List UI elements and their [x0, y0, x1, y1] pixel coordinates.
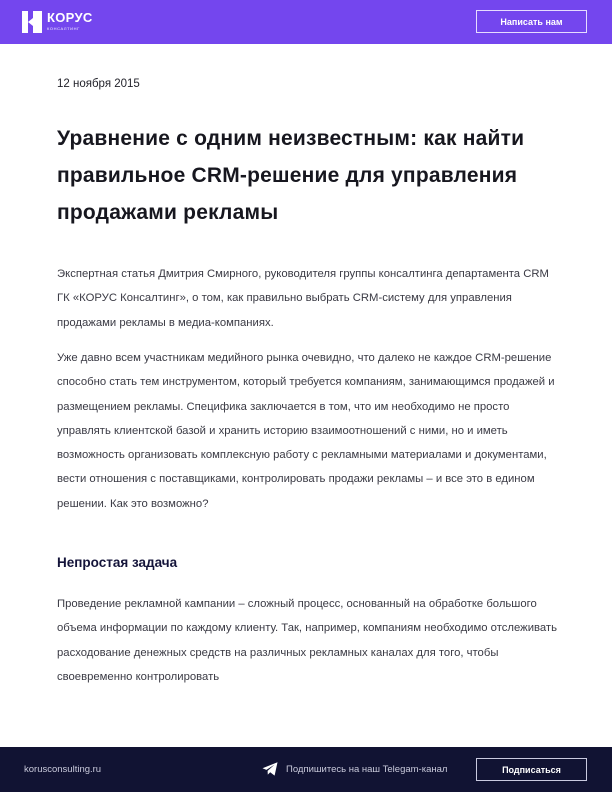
section-heading: Непростая задача: [57, 555, 178, 570]
article-title: Уравнение с одним неизвестным: как найти правильное CRM-решение для управления продажами рекламы: [57, 127, 525, 224]
telegram-subscribe-prompt[interactable]: [262, 762, 447, 776]
logo-subtitle: КОНСАЛТИНГ: [47, 26, 80, 31]
article-lead-paragraph: Экспертная статья Дмитрия Смирного, руководителя группы консалтинга департамента CRM ГК «КОРУС Консалтинг», о том, как правильно выбрать CRM-систему для управления продажами рекламы в медиа-компаниях.: [57, 268, 549, 329]
site-footer: [0, 747, 612, 792]
telegram-text: Подпишитесь на наш Telegam-канал: [286, 763, 448, 775]
article-paragraph: Уже давно всем участникам медийного рынка очевидно, что далеко не каждое CRM-решение способно стать тем инструментом, который требуется компаниям, занимающимся продажей и размещением рекламы. Специфика заключается в том, что им необходимо не просто управлять клиентской базой и хранить историю взаимоотношений с ними, но и иметь возможность организовать комплексную работу с рекламными материалами и документами, вести отношения с поставщиками, контролировать продажи рекламы – и все это в едином решении. Как это возможно?: [57, 352, 555, 510]
telegram-paper-plane-icon: [262, 762, 278, 776]
logo-text-group: [47, 11, 93, 32]
contact-us-button[interactable]: Написать нам: [476, 10, 587, 33]
logo-wordmark: КОРУС: [47, 10, 93, 25]
site-header: [0, 0, 612, 44]
subscribe-button[interactable]: Подписаться: [476, 758, 587, 781]
website-link[interactable]: korusconsulting.ru: [24, 764, 102, 775]
korus-logo-icon: [22, 11, 42, 33]
korus-logo[interactable]: [22, 11, 93, 33]
section-paragraph: Проведение рекламной кампании – сложный процесс, основанный на обработке большого объема информации по каждому клиенту. Так, например, компаниям необходимо отслеживать расходование денежных средств на различных рекламных каналах для того, чтобы своевременно контролировать: [57, 598, 557, 683]
article-date: 12 ноября 2015: [57, 78, 140, 90]
